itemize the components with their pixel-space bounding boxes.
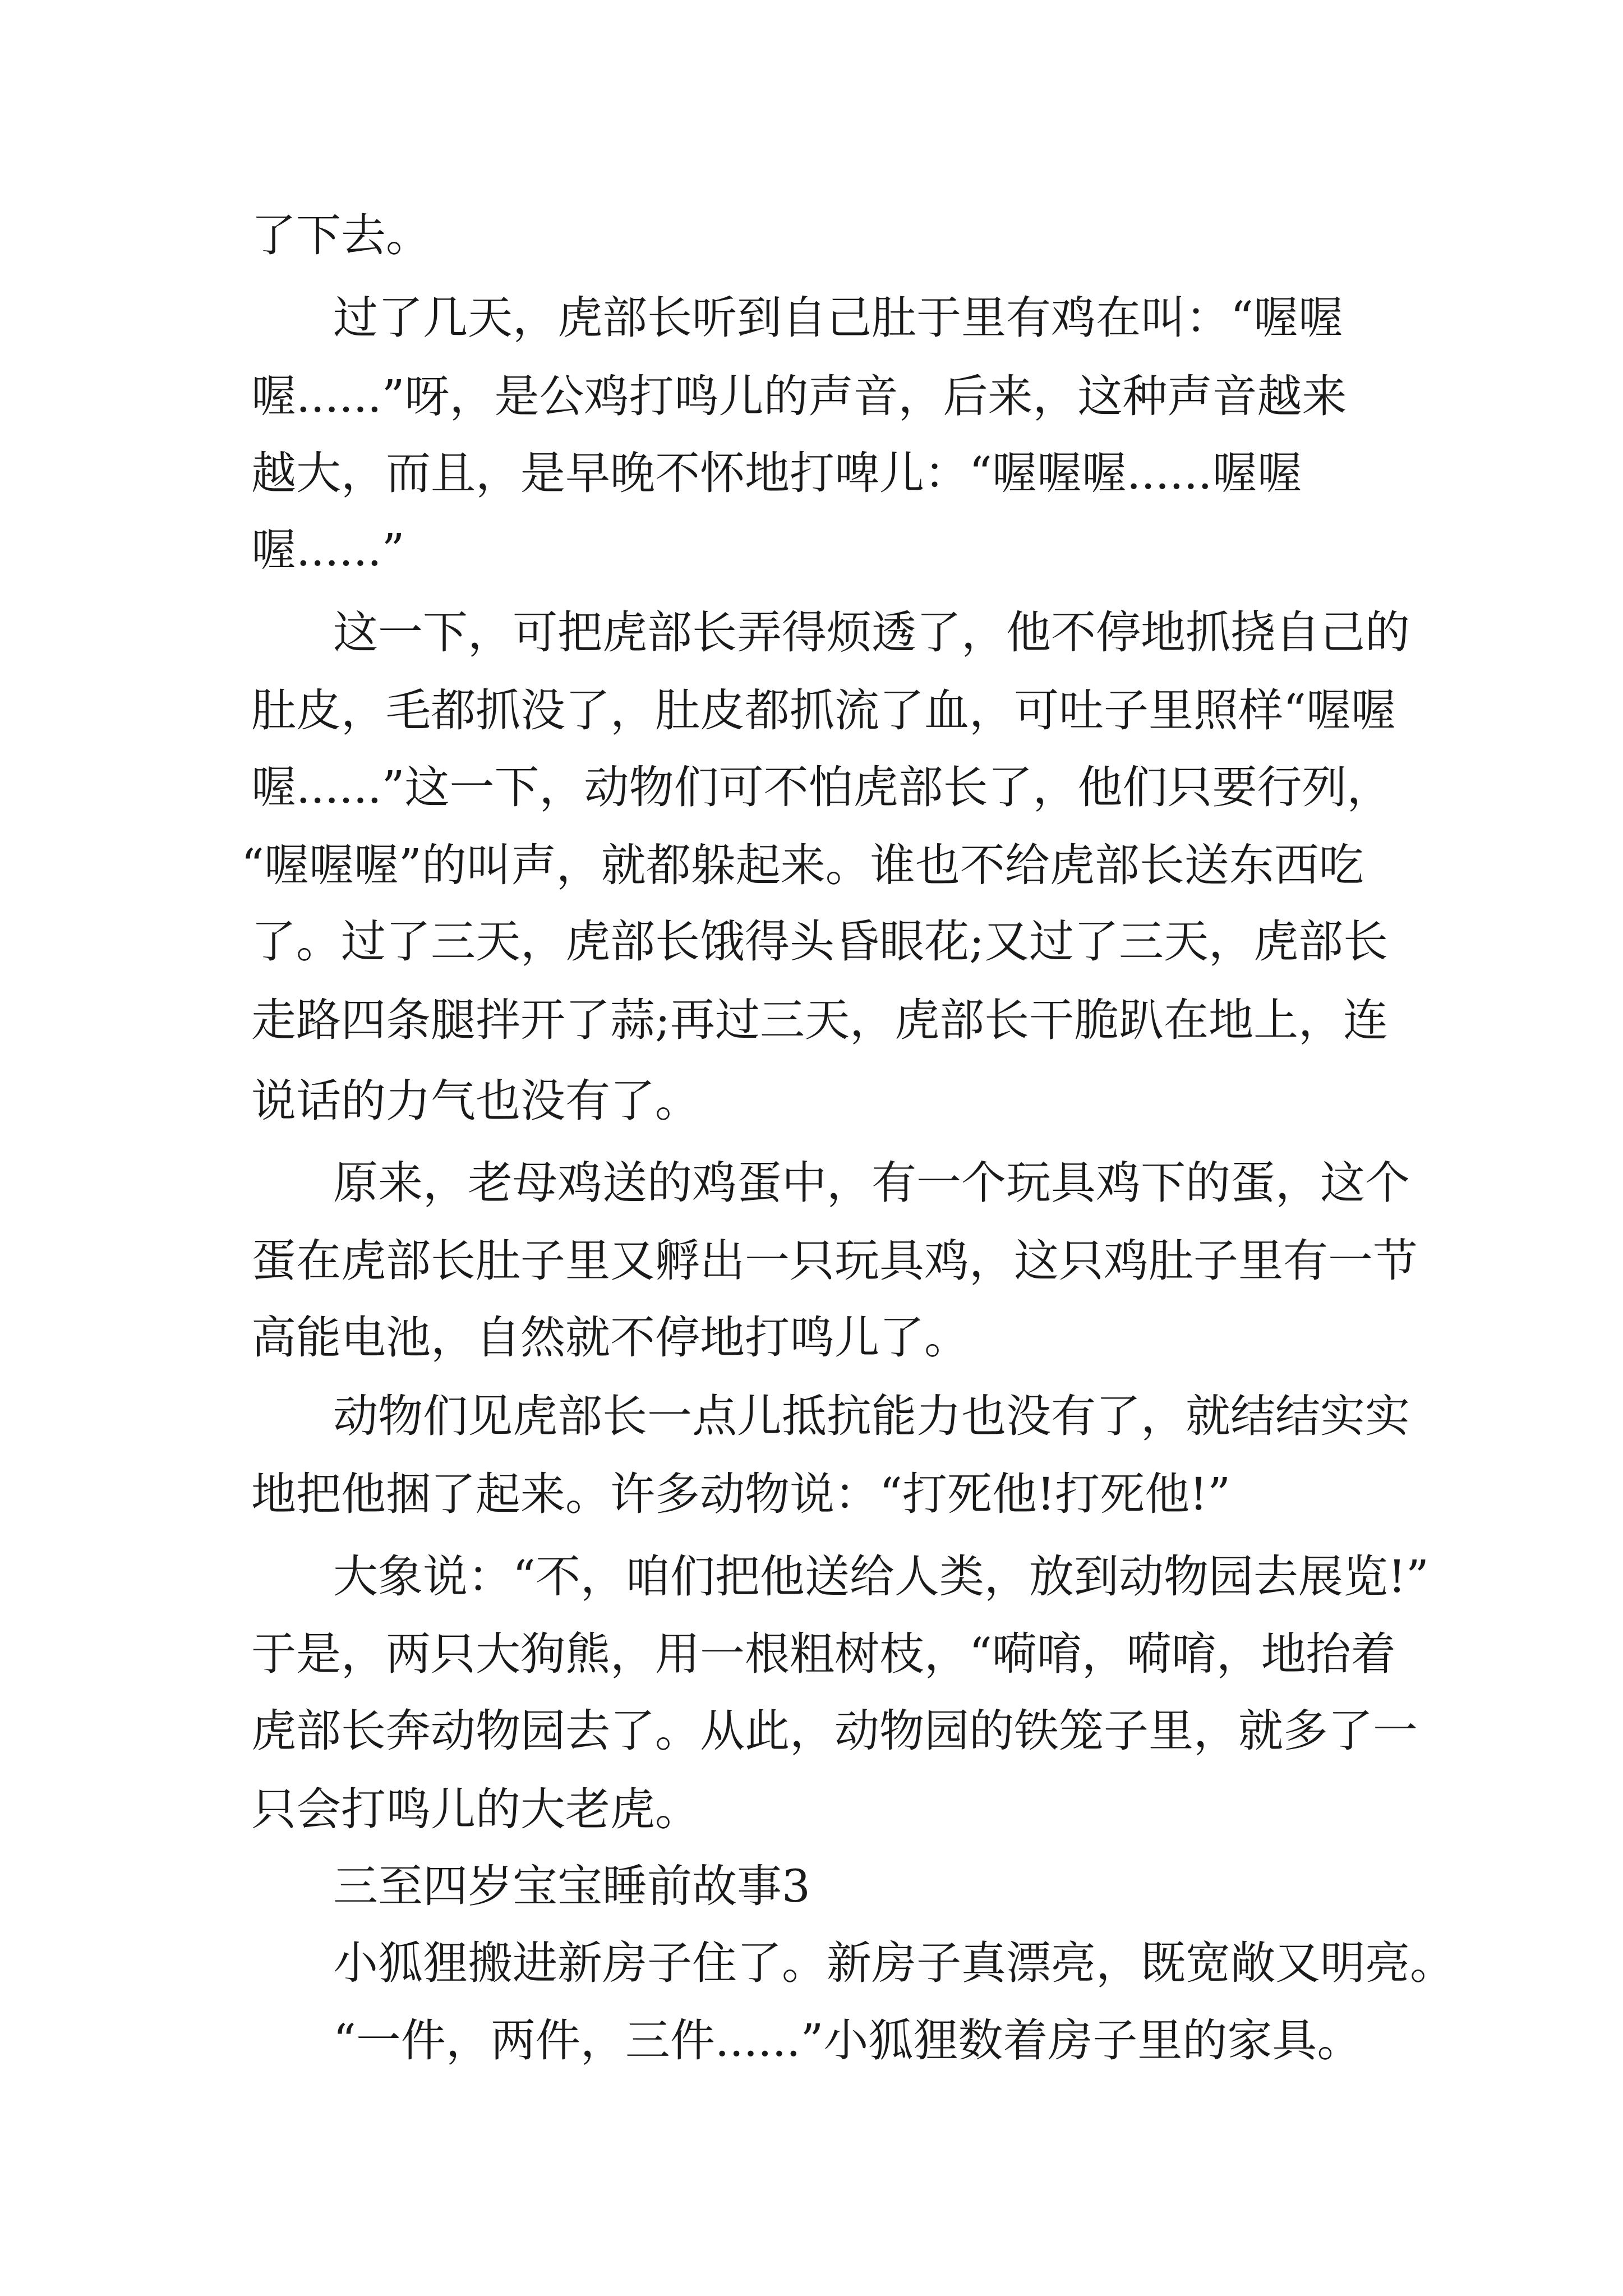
- text-line: 过了几天，虎部长听到自己肚于里有鸡在叫：“喔喔: [333, 292, 1343, 344]
- text-line: 走路四条腿拌开了蒜;再过三天，虎部长干脆趴在地上，连: [251, 994, 1388, 1046]
- text-line: “一件，两件，三件......”小狐狸数着房子里的家具。: [333, 2014, 1362, 2067]
- text-line: 肚皮，毛都抓没了，肚皮都抓流了血，可吐子里照样“喔喔: [251, 684, 1396, 737]
- text-line: 小狐狸搬进新房子住了。新房子真漂亮，既宽敞又明亮。: [333, 1937, 1455, 1989]
- text-line: 蛋在虎部长肚子里又孵出一只玩具鸡，这只鸡肚子里有一节: [251, 1235, 1418, 1287]
- text-line: 只会打鸣儿的大老虎。: [251, 1783, 700, 1835]
- text-line: 了下去。: [251, 209, 431, 261]
- text-line: 虎部长奔动物园去了。从此，动物园的铁笼子里，就多了一: [251, 1705, 1418, 1757]
- text-line: 喔......”呀，是公鸡打鸣儿的声音，后来，这种声音越来: [251, 370, 1347, 422]
- text-line: 喔......”这一下，动物们可不怕虎部长了，他们只要行列，: [251, 761, 1392, 813]
- text-line: 越大，而且，是早晚不怀地打啤儿：“喔喔喔......喔喔: [251, 447, 1302, 499]
- text-line: 大象说：“不，咱们把他送给人类，放到动物园去展览!”: [333, 1550, 1429, 1603]
- text-line: 于是，两只大狗熊，用一根粗树枝，“嗬唷，嗬唷，地抬着: [251, 1628, 1396, 1680]
- text-line: 说话的力气也没有了。: [251, 1075, 700, 1127]
- text-line: 喔......”: [251, 524, 405, 576]
- section-heading: 三至四岁宝宝睡前故事3: [333, 1860, 810, 1912]
- text-line: 原来，老母鸡送的鸡蛋中，有一个玩具鸡下的蛋，这个: [333, 1157, 1410, 1209]
- text-line: 这一下，可把虎部长弄得烦透了，他不停地抓挠自己的: [333, 606, 1410, 659]
- text-line: 地把他捆了起来。许多动物说：“打死他!打死他!”: [251, 1468, 1231, 1520]
- text-line: 高能电池，自然就不停地打鸣儿了。: [251, 1312, 969, 1364]
- text-line: “喔喔喔”的叫声，就都躲起来。谁也不给虎部长送东西吃: [241, 839, 1364, 891]
- text-line: 动物们见虎部长一点儿抵抗能力也没有了，就结结实实: [333, 1390, 1410, 1442]
- text-line: 了。过了三天，虎部长饿得头昏眼花;又过了三天，虎部长: [251, 915, 1388, 968]
